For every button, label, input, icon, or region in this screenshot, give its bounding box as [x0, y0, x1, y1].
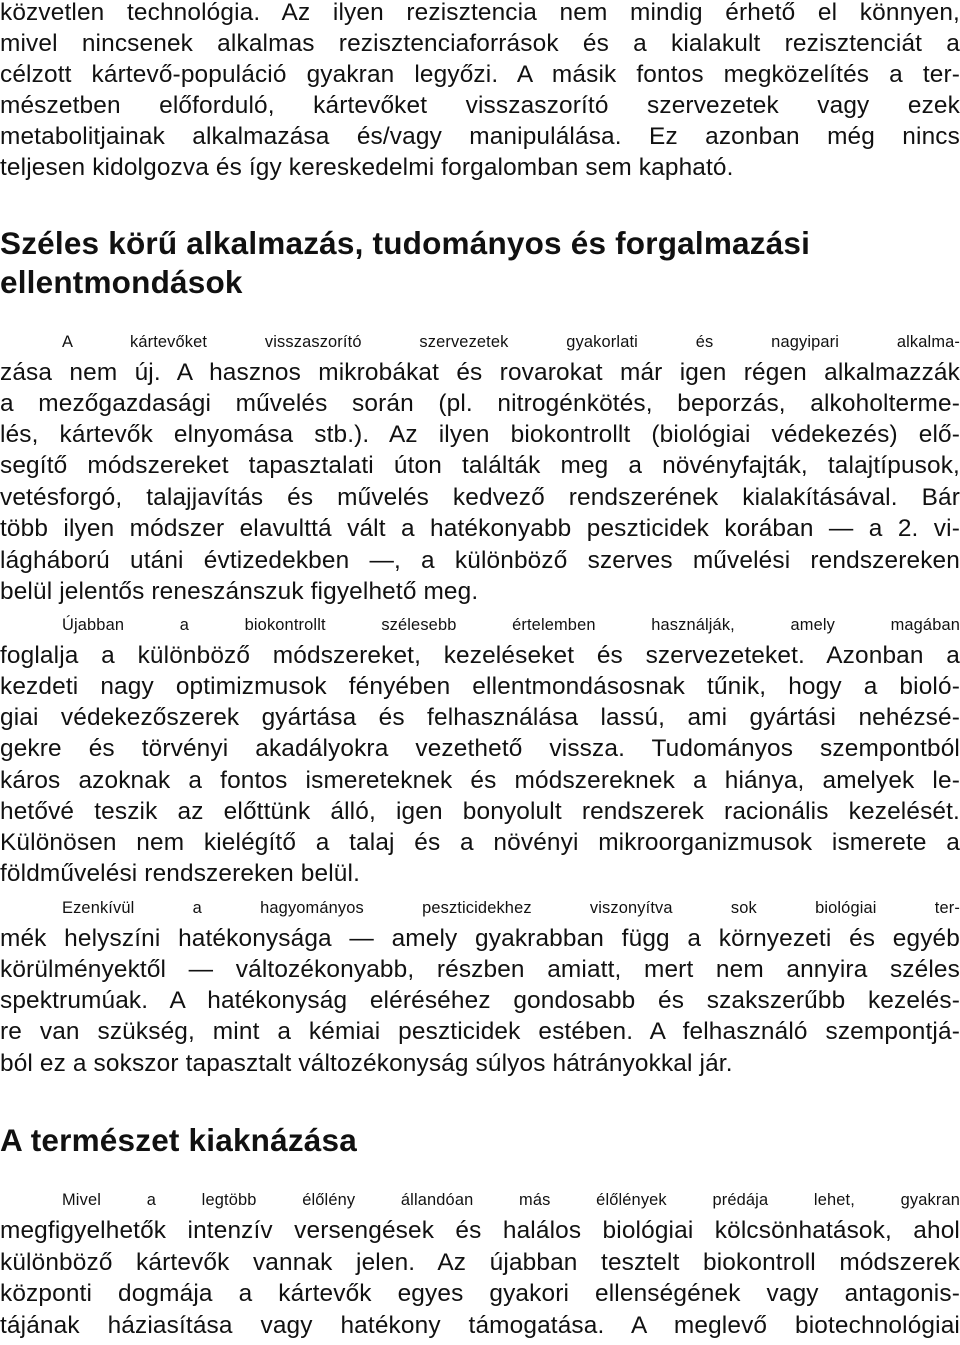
text-line: káros azoknak a fontos ismereteknek és módszereknek a hiánya, amelyek le- [0, 767, 960, 794]
text-line: foglalja a különböző módszereket, kezeléseket és szervezeteket. Azonban a [0, 642, 960, 669]
text-line: több ilyen módszer elavulttá vált a hatékonyabb peszticidek korában — a 2. vi- [0, 515, 960, 542]
text-line: mészetben előforduló, kártevőket visszaszorító szervezetek vagy ezek [0, 92, 960, 119]
text-line: giai védekezőszerek gyártása és felhasználása lassú, ami gyártási nehézsé- [0, 704, 960, 731]
text-line: lágháború utáni évtizedekben —, a különböző szerves művelési rendszereken [0, 547, 960, 574]
text-line: vetésforgó, talajjavítás és művelés kedvező rendszerének kialakításával. Bár [0, 484, 960, 511]
heading-line: Széles körű alkalmazás, tudományos és forgalmazási [0, 225, 811, 261]
text-line: Ezenkívül a hagyományos peszticidekhez viszonyítva sok biológiai ter- [62, 899, 960, 917]
text-line: tájának háziasítása vagy hatékony támogatása. A meglevő biotechnológiai [0, 1312, 960, 1339]
heading-line: ellentmondások [0, 264, 243, 300]
text-line: gekre és törvényi akadályokra vezethető vissza. Tudományos szempontból [0, 735, 960, 762]
text-line: mivel nincsenek alkalmas rezisztenciaforrások és a kialakult rezisztenciát a [0, 30, 960, 57]
text-line: kezdeti nagy optimizmusok fényében ellentmondásosnak tűnik, hogy a bioló- [0, 673, 960, 700]
text-line: lés, kártevők elnyomása stb.). Az ilyen biokontrollt (biológiai védekezés) elő- [0, 421, 960, 448]
text-line: segítő módszereket tapasztalati úton találták meg a növényfajták, talajtípusok, [0, 452, 960, 479]
text-line: spektrumúak. A hatékonyság eléréséhez gondosabb és szakszerűbb kezelés- [0, 987, 960, 1014]
text-line: teljesen kidolgozva és így kereskedelmi forgalomban sem kapható. [0, 154, 734, 181]
text-line: közvetlen technológia. Az ilyen rezisztencia nem mindig érhető el könnyen, [0, 0, 960, 26]
text-line: központi dogmája a kártevők egyes gyakori ellenségének vagy antagonis- [0, 1280, 960, 1307]
text-line: mék helyszíni hatékonysága — amely gyakrabban függ a környezeti és egyéb [0, 925, 960, 952]
text-line: megfigyelhetők intenzív versengések és halálos biológiai kölcsönhatások, ahol [0, 1217, 960, 1244]
text-line: a mezőgazdasági művelés során (pl. nitrogénkötés, beporzás, alkoholterme- [0, 390, 960, 417]
section-heading-2: A természet kiaknázása [0, 1122, 357, 1158]
text-line: re van szükség, mint a kémiai peszticidek estében. A felhasználó szempontjá- [0, 1018, 960, 1045]
text-line: metabolitjainak alkalmazása és/vagy manipulálása. Ez azonban még nincs [0, 123, 960, 150]
text-line: A kártevőket visszaszorító szervezetek gyakorlati és nagyipari alkalma- [62, 333, 960, 351]
text-line: belül jelentős reneszánszuk figyelhető meg. [0, 578, 479, 605]
text-line: földművelési rendszereken belül. [0, 860, 361, 887]
text-line: Különösen nem kielégítő a talaj és a növényi mikroorganizmusok ismerete a [0, 829, 960, 856]
text-line: Újabban a biokontrollt szélesebb értelemben használják, amely magában [62, 616, 960, 634]
text-line: hetővé teszik az előttünk álló, igen bonyolult rendszerek racionális kezelését. [0, 798, 960, 825]
text-line: különböző kártevők vannak jelen. Az újabban tesztelt biokontroll módszerek [0, 1249, 960, 1276]
text-line: Mivel a legtöbb élőlény állandóan más élőlények prédája lehet, gyakran [62, 1191, 960, 1209]
text-line: ból ez a sokszor tapasztalt változékonyság súlyos hátrányokkal jár. [0, 1050, 733, 1077]
text-line: körülményektől — változékonyabb, részben amiatt, mert nem annyira széles [0, 956, 960, 983]
text-line: zása nem új. A hasznos mikrobákat és rovarokat már igen régen alkalmazzák [0, 359, 960, 386]
text-line: célzott kártevő-populáció gyakran legyőzi. A másik fontos megközelítés a ter- [0, 61, 960, 88]
